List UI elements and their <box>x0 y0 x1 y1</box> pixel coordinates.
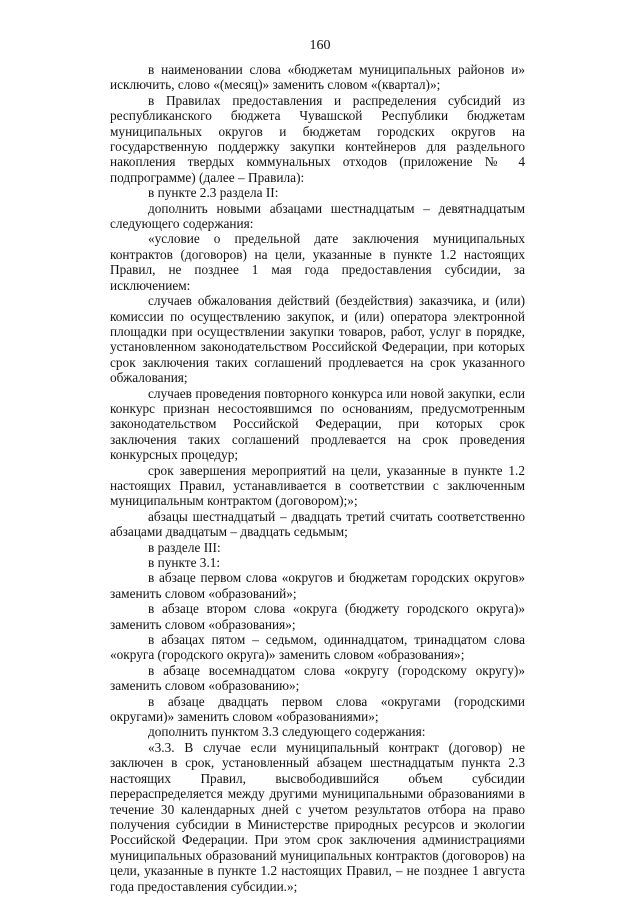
paragraph: «условие о предельной дате заключения муниципальных контрактов (договоров) на цели, указанные в пункте 1.2 настоящих Правил, не позднее 1 мая года предоставления субсидии, за исключением: <box>110 231 525 293</box>
paragraph: в абзаце восемнадцатом слова «округу (городскому округу)» заменить словом «образованию»; <box>110 662 525 694</box>
paragraph: абзацы шестнадцатый – двадцать третий считать соответственно абзацами двадцатым – двадцать седьмым; <box>110 508 525 540</box>
paragraph: в абзаце втором слова «округа (бюджету городского округа)» заменить словом «образования»; <box>110 601 525 632</box>
paragraph: дополнить пунктом 3.3 следующего содержания: <box>148 724 426 740</box>
paragraph: в абзаце первом слова «округов и бюджетам городских округов» заменить словом «образований»; <box>110 570 525 601</box>
paragraph: в наименовании слова «бюджетам муниципальных районов и» исключить, слово «(месяц)» заменить словом «(квартал)»; <box>110 62 525 93</box>
paragraph: в абзаце двадцать первом слова «округами (городскими округами)» заменить словом «образованиями»; <box>110 693 525 725</box>
paragraph: в пункте 2.3 раздела II: <box>148 185 279 201</box>
paragraph: в разделе III: <box>148 539 221 555</box>
paragraph: случаев обжалования действий (бездействия) заказчика, и (или) комиссии по осуществлению закупок, и (или) оператора электронной площадки при осуществлении закупки товаров, работ, услуг в порядке, установленном законодательством Российской Федерации, при которых срок заключения таких соглашений продлевается на срок указанного обжалования; <box>110 293 525 386</box>
page-number: 160 <box>309 38 331 53</box>
paragraph: дополнить новыми абзацами шестнадцатым – девятнадцатым следующего содержания: <box>110 200 525 232</box>
paragraph: случаев проведения повторного конкурса или новой закупки, если конкурс признан несостоявшимся по основаниям, предусмотренным законодательством Российской Федерации, при которых срок заключения таких соглашений продлевается на срок проведения конкурсных процедур; <box>110 385 525 463</box>
paragraph: в Правилах предоставления и распределения субсидий из республиканского бюджета Чувашской Республики бюджетам муниципальных округов и бюджетам городских округов на государственную поддержку закупки контейнеров для раздельного накопления твердых коммунальных отходов (приложение № 4 подпрограмме) (далее – Правила): <box>110 92 525 185</box>
paragraph: в абзацах пятом – седьмом, одиннадцатом, тринадцатом слова «округа (городского округа)» заменить словом «образования»; <box>110 632 525 663</box>
paragraph: «3.3. В случае если муниципальный контракт (договор) не заключен в срок, установленный абзацем шестнадцатым пункта 2.3 настоящих Правил, высвободившийся объем субсидии перераспределяется между другими муниципальными образованиями в течение 30 календарных дней с учетом результатов отбора на право получения субсидии в Министерстве природных ресурсов и экологии Российской Федерации. При этом срок заключения администрациями муниципальных образований муниципальных контрактов (договоров) на цели, указанные в пункте 1.2 настоящих Правил, – не позднее 1 августа года предоставления субсидии.»; <box>110 739 525 894</box>
paragraph: срок завершения мероприятий на цели, указанные в пункте 1.2 настоящих Правил, устанавливается в соответствии с заключенным муниципальным контрактом (договором);»; <box>110 462 525 509</box>
paragraph: в пункте 3.1: <box>148 555 221 570</box>
document-body <box>110 62 525 894</box>
